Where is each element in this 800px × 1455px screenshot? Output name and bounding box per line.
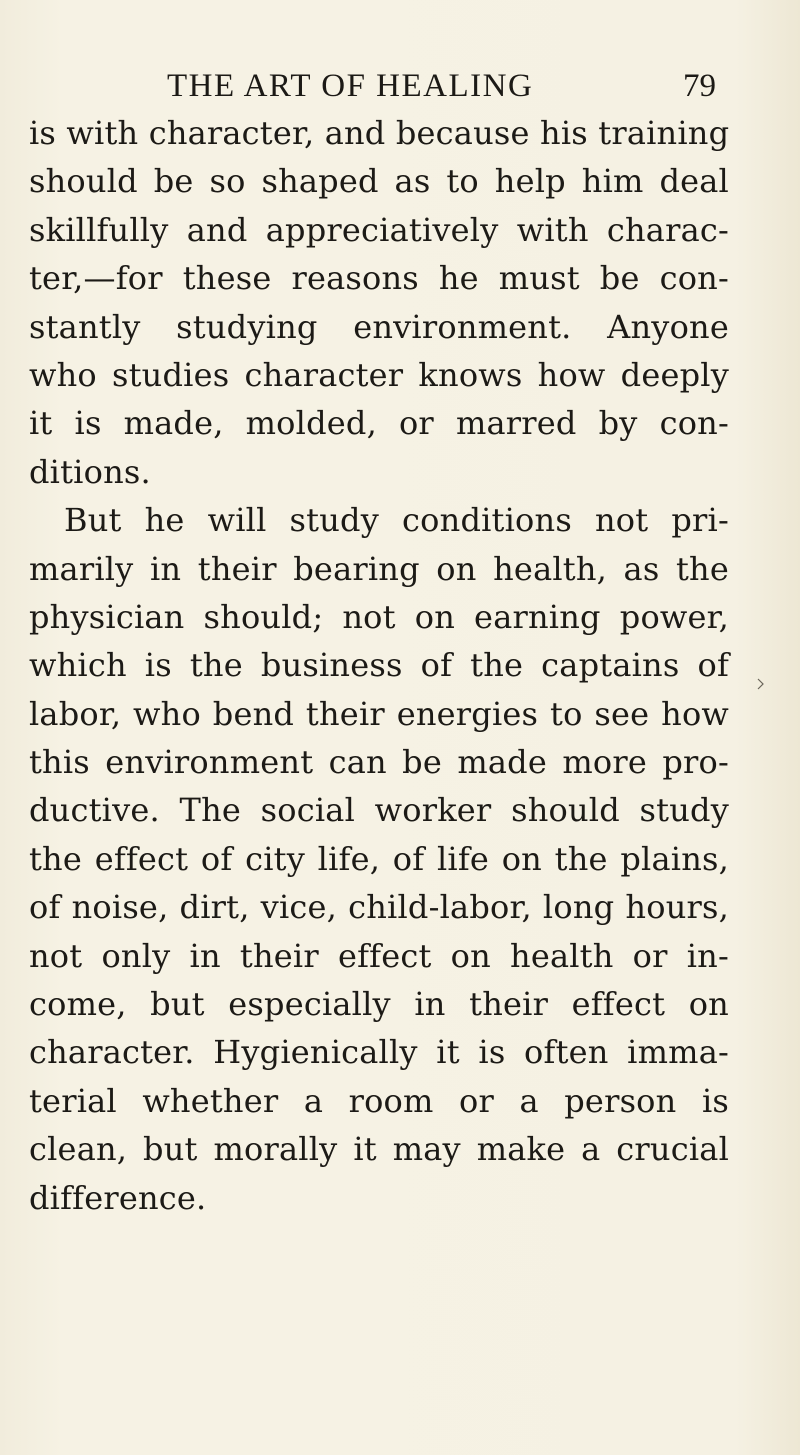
text-line: stantly studying environment. Anyone [29,307,729,346]
text-line: of noise, dirt, vice, child-labor, long hours, [29,888,729,927]
margin-tick-mark [757,677,767,691]
text-line: who studies character knows how deeply [29,355,729,394]
text-line: physician should; not on earning power, [29,597,729,636]
text-line: come, but especially in their effect on [29,985,729,1024]
running-head [0,64,800,112]
text-line: ditions. [29,452,151,491]
text-line: But he will study conditions not pri- [64,501,729,540]
text-line: skillfully and appreciatively with charac- [29,210,729,249]
text-line: ductive. The social worker should study [29,791,729,830]
text-line: terial whether a room or a person is [29,1081,729,1120]
text-line: marily in their bearing on health, as the [29,549,729,588]
text-line: labor, who bend their energies to see how [29,694,729,733]
text-line: this environment can be made more pro- [29,743,729,782]
text-line: should be so shaped as to help him deal [29,162,729,201]
text-line: character. Hygienically it is often imma- [29,1033,729,1072]
paragraph-2 [29,496,729,1222]
text-line: which is the business of the captains of [29,646,729,685]
paragraph-1 [29,109,729,496]
text-line: ter,—for these reasons he must be con- [29,259,729,298]
text-line: not only in their effect on health or in- [29,936,729,975]
text-line: is with character, and because his training [29,114,730,152]
text-line: difference. [29,1178,207,1217]
text-line: clean, but morally it may make a crucial [29,1130,729,1169]
body-text [29,109,729,1222]
text-line: the effect of city life, of life on the plains, [29,839,729,878]
running-title: THE ART OF HEALING [167,68,534,104]
text-line: it is made, molded, or marred by con- [29,404,729,443]
page-number: 79 [683,68,716,104]
